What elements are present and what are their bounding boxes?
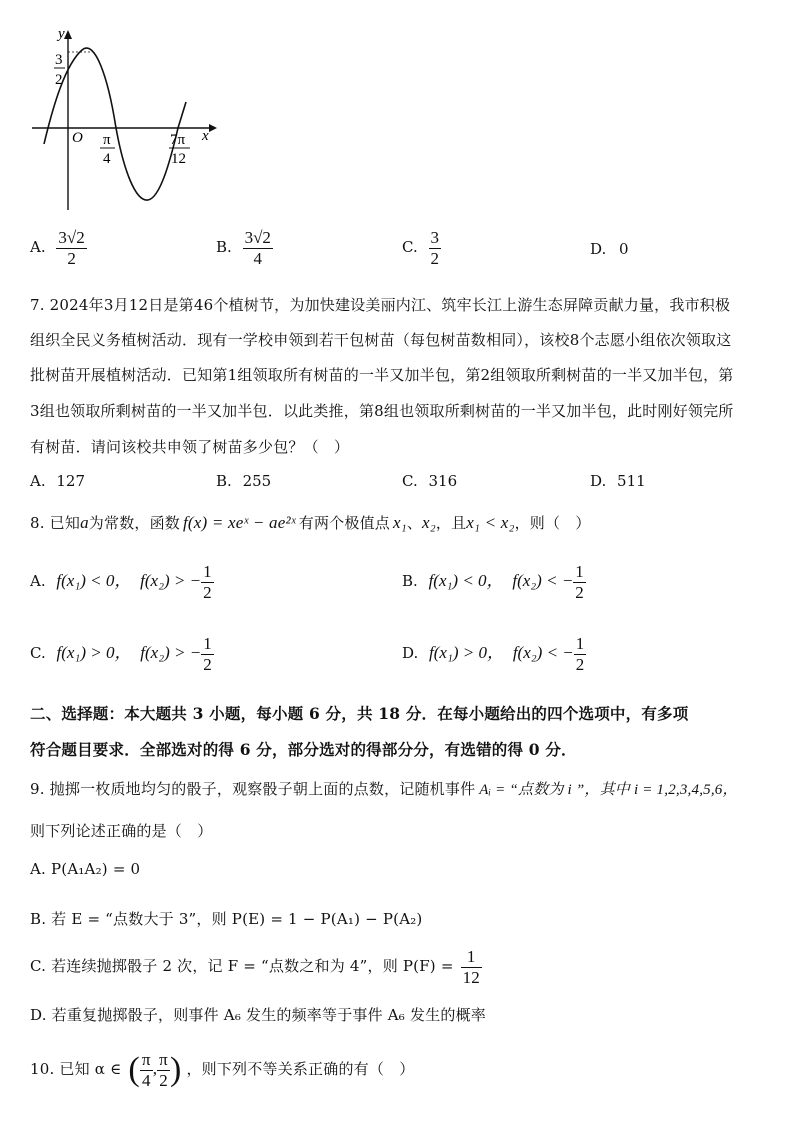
x-axis-arrow xyxy=(209,124,217,132)
q9-stem-2: 则下列论述正确的是（ ） xyxy=(30,822,213,840)
q9-option-d[interactable]: D. 若重复抛掷骰子，则事件 A₆ 发生的频率等于事件 A₆ 发生的概率 xyxy=(30,1006,486,1024)
y-tick-den: 2 xyxy=(55,72,63,88)
origin-label: O xyxy=(72,130,83,146)
y-tick-num: 3 xyxy=(55,52,63,68)
x-tick2-num: 7π xyxy=(170,132,186,148)
x-label: x xyxy=(202,128,209,144)
x-tick1-den: 4 xyxy=(103,151,111,167)
y-axis-arrow xyxy=(64,30,72,39)
q6-option-d[interactable]: D. 0 xyxy=(590,240,629,258)
q7-line-3: 批树苗开展植树活动．已知第1组领取所有树苗的一半又加半包，第2组领取所剩树苗的一半又加半包，第 xyxy=(30,366,734,384)
sine-curve xyxy=(44,48,186,200)
x-tick1-num: π xyxy=(103,132,111,148)
section2-heading-1: 二、选择题：本大题共 3 小题，每小题 6 分，共 18 分．在每小题给出的四个选项中，有多项 xyxy=(30,704,689,723)
q9-option-c[interactable]: C. 若连续抛掷骰子 2 次，记 F = “点数之和为 4”，则 P(F) = $\frac{1}{12}$ xyxy=(30,947,480,987)
q6-option-c[interactable]: C. $\frac{3}{2}$ xyxy=(402,228,439,268)
section2-heading-2: 符合题目要求．全部选对的得 6 分，部分选对的得部分分，有选错的得 0 分． xyxy=(30,740,577,759)
q8-stem: 8. 已知a为常数，函数 f(x) = xeˣ − ae²ˣ 有两个极值点 x₁、x₂，且x₁ < x₂，则（ ） xyxy=(30,513,591,532)
q9-option-a[interactable]: A. P(A₁A₂) = 0 xyxy=(30,860,141,878)
q9-stem-1: 9. 抛掷一枚质地均匀的骰子，观察骰子朝上面的点数，记随机事件 Aᵢ = “点数为 i ”，其中 i = 1,2,3,4,5,6， xyxy=(30,780,738,798)
q10-stem: 10. 已知 α ∈ ( $\frac{\pi}{4}$ , $\frac{\pi}{2}$ ) ，则下列不等关系正确的有（ ） xyxy=(30,1050,415,1090)
q9-option-b[interactable]: B. 若 E = “点数大于 3”，则 P(E) = 1 − P(A₁) − P(A₂) xyxy=(30,910,423,928)
q7-line-4: 3组也领取所剩树苗的一半又加半包．以此类推，第8组也领取所剩树苗的一半又加半包，此时刚好领完所 xyxy=(30,402,734,420)
q8-option-c[interactable]: C. f(x₁) > 0， f(x₂) > − $\frac{1}{2}$ xyxy=(30,634,212,674)
x-tick2-den: 12 xyxy=(171,151,186,167)
q8-option-a[interactable]: A. f(x₁) < 0， f(x₂) > − $\frac{1}{2}$ xyxy=(30,562,212,602)
q7-option-c[interactable]: C. 316 xyxy=(402,472,458,490)
y-label: y xyxy=(58,26,65,42)
sine-graph xyxy=(20,22,230,217)
q8-option-d[interactable]: D. f(x₁) > 0， f(x₂) < − $\frac{1}{2}$ xyxy=(402,634,585,674)
q7-option-a[interactable]: A. 127 xyxy=(30,472,86,490)
q7-option-d[interactable]: D. 511 xyxy=(590,472,646,490)
q6-option-a[interactable]: A. $\frac{3√2}{2}$ xyxy=(30,228,85,268)
q7-line-5: 有树苗．请问该校共申领了树苗多少包？（ ） xyxy=(30,438,350,456)
q6-option-b[interactable]: B. $\frac{3√2}{4}$ xyxy=(216,228,271,268)
q8-option-b[interactable]: B. f(x₁) < 0， f(x₂) < − $\frac{1}{2}$ xyxy=(402,562,584,602)
q7-option-b[interactable]: B. 255 xyxy=(216,472,272,490)
q7-line-2: 组织全民义务植树活动．现有一学校申领到若干包树苗（每包树苗数相同），该校8个志愿小组依次领取这 xyxy=(30,331,732,349)
q7-line-1: 7. 2024年3月12日是第46个植树节，为加快建设美丽内江、筑牢长江上游生态屏障贡献力量，我市积极 xyxy=(30,296,731,314)
